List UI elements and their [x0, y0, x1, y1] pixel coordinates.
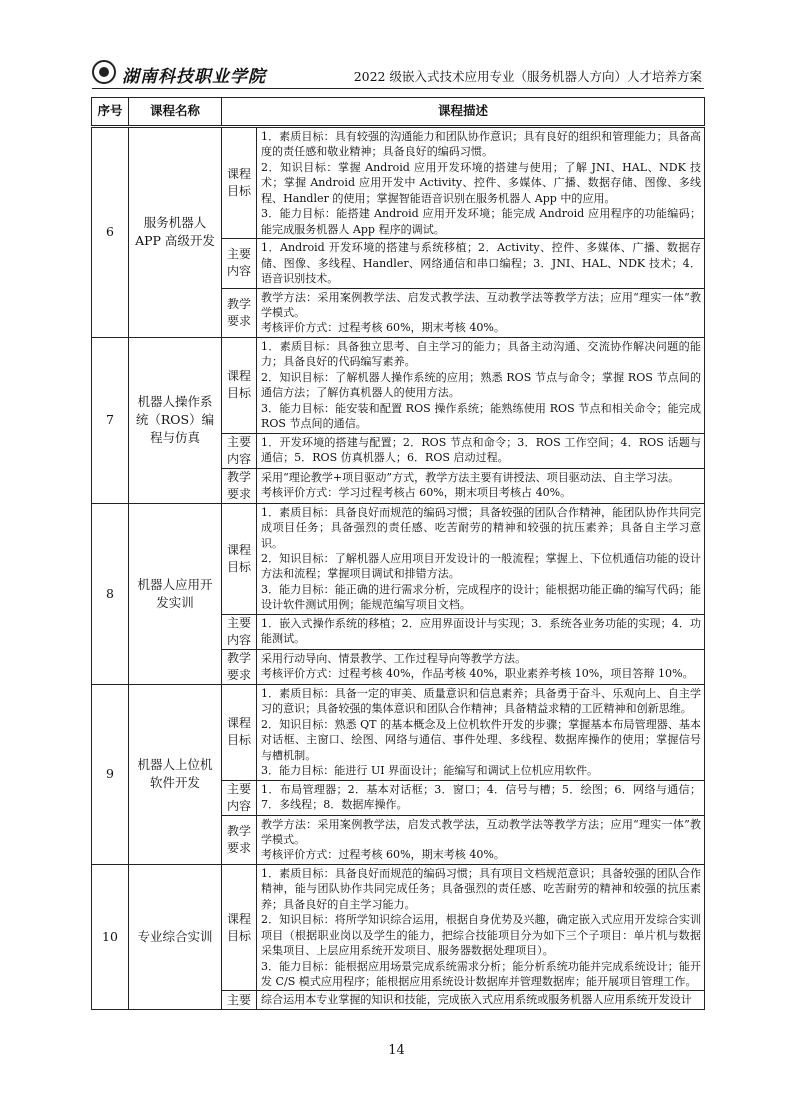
table-row: [92, 864, 705, 991]
course-name: 机器人应用开发实训: [129, 503, 222, 684]
section-label: 课程目标: [222, 337, 257, 433]
course-name: 机器人操作系统（ROS）编程与仿真: [129, 337, 222, 503]
section-text: 1．Android 开发环境的搭建与系统移植；2．Activity、控件、多媒体、广播、数据存储、图像、多线程、Handler、网络通信和串口编程；3．JNI、HAL、NDK 技术；4．语音识别技术。: [257, 239, 705, 288]
page-number: 14: [388, 1043, 405, 1058]
section-label: 主要内容: [222, 239, 257, 288]
course-number: 6: [92, 127, 129, 338]
course-number: 9: [92, 684, 129, 864]
section-text: 采用行动导向、情景教学、工作过程导向等教学方法。 考核评价方式：过程考核 40%，作品考核 40%，职业素养考核 10%，项目答辩 10%。: [257, 649, 705, 684]
course-number: 8: [92, 503, 129, 684]
section-text: 1．素质目标：具备良好而规范的编码习惯；具有项目文档规范意识；具备较强的团队合作精神，能与团队协作共同完成任务；具备强烈的责任感、吃苦耐劳的精神和较强的抗压素养；具备良好的自主学习能力。 2．知识目标：将所学知识综合运用，根据自身优势及兴趣，确定嵌入式应用开发综合实训项目（根据职业岗以及学生的能力，把综合技能项目分为如下三个子项目：单片机与数据采集项目、上层应用系统开发项目、服务器数据处理项目）。 3．能力目标：能根据应用场景完成系统需求分析；能分析系统功能并完成系统设计；能开发 C/S 模式应用程序；能根据应用系统设计数据库并管理数据库；能开展项目管理工作。: [257, 864, 705, 991]
school-name: 湖南科技职业学院: [122, 67, 266, 87]
header-course-name: 课程名称: [129, 98, 222, 127]
section-text: 1．素质目标：具备一定的审美、质量意识和信息素养；具备勇于奋斗、乐观向上、自主学习的意识；具备较强的集体意识和团队合作精神；具备精益求精的工匠精神和创新思维。 2．知识目标：熟悉 QT 的基本概念及上位机软件开发的步骤；掌握基本布局管理器、基本对话框、主窗口、绘图、网络与通信、事件处理、多线程、数据库操作的使用；掌握信号与槽机制。 3．能力目标：能进行 UI 界面设计；能编写和调试上位机应用软件。: [257, 684, 705, 780]
course-name: 机器人上位机软件开发: [129, 684, 222, 864]
section-text: 1．素质目标：具备独立思考、自主学习的能力；具备主动沟通、交流协作解决问题的能力；具备良好的代码编写素养。 2．知识目标：了解机器人操作系统的应用；熟悉 ROS 节点与命令；掌握 ROS 节点间的通信方法；了解仿真机器人的使用方法。 3．能力目标：能安装和配置 ROS 操作系统；能熟练使用 ROS 节点和相关命令；能完成 ROS 节点间的通信。: [257, 337, 705, 433]
section-label: 主要内容: [222, 780, 257, 815]
table-row: [92, 684, 705, 780]
section-text: 1．嵌入式操作系统的移植；2．应用界面设计与实现；3．系统各业务功能的实现；4．功能测试。: [257, 614, 705, 649]
section-text: 采用“理论教学+项目驱动”方式，教学方法主要有讲授法、项目驱动法、自主学习法。 考核评价方式：学习过程考核占 60%，期末项目考核占 40%。: [257, 468, 705, 503]
section-label: 课程目标: [222, 864, 257, 991]
section-text: 综合运用本专业掌握的知识和技能，完成嵌入式应用系统或服务机器人应用系统开发设计: [257, 991, 705, 1009]
section-label: 教学要求: [222, 649, 257, 684]
school-logo-icon: [92, 60, 116, 84]
section-label: 课程目标: [222, 503, 257, 614]
table-row: [92, 337, 705, 433]
page-header: [92, 58, 704, 89]
table-body: [92, 127, 705, 1010]
header-no: 序号: [92, 98, 129, 127]
section-label: 主要内容: [222, 433, 257, 468]
section-text: 1．素质目标：具有较强的沟通能力和团队协作意识；具有良好的组织和管理能力；具备高度的责任感和敬业精神；具备良好的编码习惯。 2．知识目标：掌握 Android 应用开发环境的搭建与使用；了解 JNI、HAL、NDK 技术；掌握 Android 应用开发中 Activity、控件、多媒体、广播、数据存储、图像、多线程、Handler 的使用；掌握智能语音识别在服务机器人 App 中的应用。 3．能力目标：能搭建 Android 应用开发环境；能完成 Android 应用程序的功能编码；能完成服务机器人 App 程序的调试。: [257, 127, 705, 239]
section-text: 1．开发环境的搭建与配置；2．ROS 节点和命令；3．ROS 工作空间；4．ROS 话题与通信；5．ROS 仿真机器人；6．ROS 启动过程。: [257, 433, 705, 468]
table-row: [92, 127, 705, 239]
section-text: 教学方法：采用案例教学法，启发式教学法，互动教学法等教学方法；应用“理实一体”教学模式。 考核评价方式：过程考核 60%，期末考核 40%。: [257, 815, 705, 864]
section-text: 1．素质目标：具备良好而规范的编码习惯；具备较强的团队合作精神，能团队协作共同完成项目任务；具备强烈的责任感、吃苦耐劳的精神和较强的抗压素养；具备自主学习意识。 2．知识目标：了解机器人应用项目开发设计的一般流程；掌握上、下位机通信功能的设计方法和流程；掌握项目调试和排错方法。 3．能力目标：能正确的进行需求分析，完成程序的设计；能根据功能正确的编写代码；能设计软件测试用例；能规范编写项目文档。: [257, 503, 705, 614]
section-text: 1．布局管理器；2．基本对话框；3．窗口；4．信号与槽；5．绘图；6．网络与通信；7．多线程；8．数据库操作。: [257, 780, 705, 815]
course-number: 7: [92, 337, 129, 503]
table-header-row: [92, 98, 705, 127]
section-label: 教学要求: [222, 815, 257, 864]
header-course-desc: 课程描述: [222, 98, 705, 127]
course-name: 专业综合实训: [129, 864, 222, 1009]
section-text: 教学方法：采用案例教学法、启发式教学法、互动教学法等教学方法；应用“理实一体”教学模式。 考核评价方式：过程考核 60%，期末考核 40%。: [257, 288, 705, 337]
section-label: 教学要求: [222, 468, 257, 503]
section-label: 课程目标: [222, 684, 257, 780]
section-label: 主要内容: [222, 614, 257, 649]
course-table: [91, 97, 705, 1010]
section-label: 课程目标: [222, 127, 257, 239]
document-title: 2022 级嵌入式技术应用专业（服务机器人方向）人才培养方案: [353, 69, 702, 84]
course-number: 10: [92, 864, 129, 1009]
table-row: [92, 503, 705, 614]
section-label: 教学要求: [222, 288, 257, 337]
section-label: 主要: [222, 991, 257, 1009]
course-name: 服务机器人 APP 高级开发: [129, 127, 222, 338]
